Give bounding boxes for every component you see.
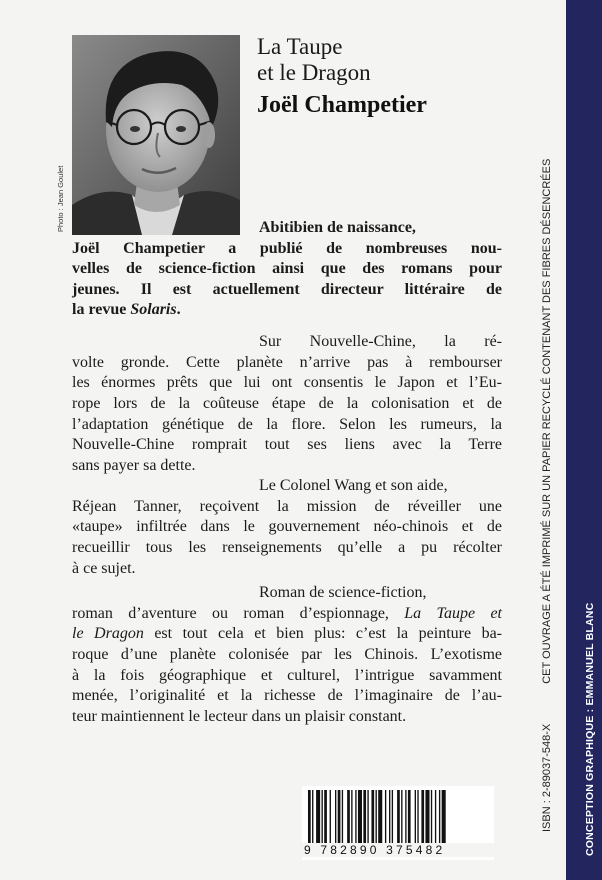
isbn-notice: [541, 159, 553, 832]
text-line: Roman de science-fiction,: [259, 584, 427, 601]
text-line: Nouvelle-Chine romprait tout ses liens avec la Terre: [72, 436, 502, 454]
title-reference: La Taupe et: [404, 604, 502, 622]
barcode-digits: 9 782890 375482: [300, 843, 500, 857]
text-line: Réjean Tanner, reçoivent la mission de réveiller une: [72, 497, 502, 515]
author-photo: [72, 35, 240, 235]
synopsis-paragraph-1: [72, 332, 502, 477]
text-line: rope lors de la coûteuse étape de la colonisation et de: [72, 395, 502, 413]
text-line: Le Colonel Wang et son aide,: [259, 477, 448, 494]
book-title-line-2: et le Dragon: [257, 60, 371, 85]
book-title-line-1: La Taupe: [257, 34, 343, 59]
text-line: roque d’une planète colonisée par les Chinois. L’exotisme: [72, 646, 502, 664]
text-line: les énormes prêts que lui ont consentis le Japon et l’Eu-: [72, 374, 502, 392]
author-name: Joël Champetier: [257, 92, 427, 118]
author-portrait-image: [72, 35, 240, 235]
text-line: à la fois géographique et culturel, l’intrigue savamment: [72, 666, 502, 684]
text-line: volte gronde. Cette planète n’arrive pas à rembourser: [72, 353, 502, 371]
photo-credit: Photo : Jean Goulet: [56, 165, 65, 232]
text-line: à ce sujet.: [72, 559, 136, 577]
text-line: le Dragon est tout cela et bien plus: c’est la peinture ba-: [72, 625, 502, 643]
summary-paragraph: [72, 583, 502, 728]
text-line: sans payer sa dette.: [72, 457, 196, 475]
author-bio: [72, 218, 502, 321]
bio-line: jeunes. Il est actuellement directeur littéraire de: [72, 280, 502, 298]
recycled-paper-notice: CET OUVRAGE A ÉTÉ IMPRIMÉ SUR UN PAPIER RECYCLÉ CONTENANT DES FIBRES DÉSENCRÉES: [541, 158, 553, 684]
text-line: «taupe» infiltrée dans le gouvernement néo-chinois et de: [72, 518, 502, 536]
text-line: teur maintiennent le lecteur dans un plaisir constant.: [72, 708, 407, 726]
title-reference: le Dragon: [72, 625, 144, 643]
bio-line: la revue Solaris.: [72, 301, 181, 318]
text-line: recueillir tous les renseignements qu’elle a pu récolter: [72, 539, 502, 557]
text-line: l’adaptation génétique de la flore. Selon les rumeurs, la: [72, 415, 502, 433]
text-line: Sur Nouvelle-Chine, la ré-: [259, 333, 502, 350]
text-line: menée, l’originalité et la richesse de l’imaginaire de l’au-: [72, 687, 502, 705]
bio-line: Joël Champetier a publié de nombreuses nou-: [72, 239, 502, 257]
bio-line: velles de science-fiction ainsi que des romans pour: [72, 260, 502, 277]
design-credit: CONCEPTION GRAPHIQUE : EMMANUEL BLANC: [584, 602, 596, 856]
text-line: roman d’aventure ou roman d’espionnage, La Taupe et: [72, 604, 502, 622]
isbn-number: ISBN : 2-89037-548-X: [541, 723, 553, 832]
bio-line: Abitibien de naissance,: [259, 219, 416, 236]
magazine-title: Solaris: [130, 301, 177, 318]
synopsis-paragraph-2: [72, 476, 502, 579]
